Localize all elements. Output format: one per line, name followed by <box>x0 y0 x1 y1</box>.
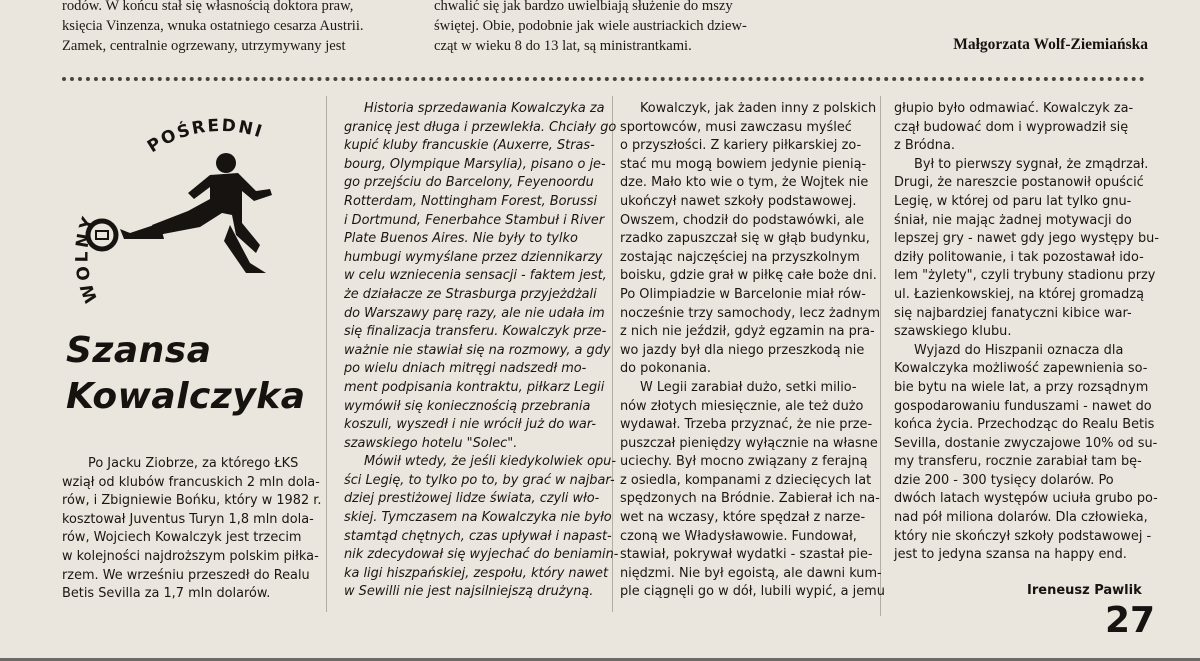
text-line: chwalić się jak bardzo uwielbiają służenie do mszy <box>434 0 733 14</box>
text-line: puszczał pieniędzy wyłącznie na własne <box>620 435 878 451</box>
text-line: się finalizacja transferu. Kowalczyk prze- <box>344 324 607 340</box>
text-line: Mówił wtedy, że jeśli kiedykolwiek opu- <box>364 454 616 470</box>
dotted-separator <box>62 77 1145 81</box>
column-divider <box>326 96 327 612</box>
text-line: Był to pierwszy sygnał, że zmądrzał. <box>914 156 1149 172</box>
text-line: Po Jacku Ziobrze, za którego ŁKS <box>88 456 299 471</box>
text-line: dze. Mało kto wie o tym, że Wojtek nie <box>620 175 869 191</box>
wolny-posredni-emblem <box>60 95 310 305</box>
text-line: do Warszawy parę razy, ale nie udała im <box>344 305 605 321</box>
article-author-signature: Ireneusz Pawlik <box>1027 583 1142 598</box>
headline-line: Szansa <box>66 330 212 371</box>
text-line: ści Legię, to tylko po to, by grać w najbar- <box>344 472 615 488</box>
text-line: kupić kluby francuskie (Auxerre, Stras- <box>344 138 595 154</box>
text-line: dwóch latach występów uciuła grubo po- <box>894 491 1158 507</box>
text-line: W Legii zarabiał dużo, setki milio- <box>640 379 857 395</box>
text-line: w Sewilli nie jest najsilniejszą drużyną. <box>344 584 594 600</box>
emblem-arc-text-left: WOLNY <box>72 212 103 305</box>
text-line: ple ciągnęli go w dół, lubili wypić, a jemu <box>620 584 885 600</box>
text-line: wet na wczasy, które spędzał z narze- <box>620 510 866 526</box>
text-line: rzem. We wrześniu przeszedł do Realu <box>62 567 310 583</box>
text-line: że działacze ze Strasburga przyjeżdżali <box>344 286 597 302</box>
text-line: bourg, Olympique Marsylia), pisano o je- <box>344 156 606 172</box>
text-line: szawskiego hotelu "Solec". <box>344 435 518 451</box>
text-line: kosztował Juventus Turyn 1,8 mln dola- <box>62 511 314 527</box>
text-line: jest to jedyna szansa na happy end. <box>894 547 1127 563</box>
text-line: rów, i Zbigniewie Bońku, który w 1982 r. <box>62 493 322 509</box>
text-line: rów, Wojciech Kowalczyk jest trzecim <box>62 530 302 546</box>
text-line: stawiał, pokrywał wydatki - szastał pie- <box>620 547 873 563</box>
text-line: Po Olimpiadzie w Barcelonie miał rów- <box>620 286 866 302</box>
text-line: dziły politowanie, i tak pozostawał ido- <box>894 249 1144 265</box>
text-line: wziął od klubów francuskich 2 mln dola- <box>62 474 320 490</box>
text-line: stać mu mogą bowiem jedynie pienią- <box>620 156 867 172</box>
text-line: Zamek, centralnie ogrzewany, utrzymywany jest <box>62 38 346 54</box>
text-line: czął budować dom i wyprowadził się <box>894 119 1129 135</box>
text-line: Kowalczyka możliwość zapewnienia so- <box>894 361 1148 377</box>
text-line: granicę jest długa i przewlekła. Chciały go <box>344 119 617 135</box>
text-line: głupio było odmawiać. Kowalczyk za- <box>894 101 1134 116</box>
text-line: ukończył nawet szkoły podstawowej. <box>620 193 857 209</box>
text-line: cząt w wieku 8 do 13 lat, są ministrantkami. <box>434 38 692 54</box>
top-author-signature: Małgorzata Wolf-Ziemiańska <box>953 36 1148 53</box>
emblem-arc-text-top: POŚREDNI <box>143 115 266 158</box>
text-line: uciechy. Był mocno związany z ferajną <box>620 454 868 470</box>
text-line: Betis Sevilla za 1,7 mln dolarów. <box>62 586 271 602</box>
text-line: lepszej gry - nawet gdy jego występy bu- <box>894 231 1159 247</box>
column-divider <box>880 96 881 616</box>
text-line: Legię, w której od paru lat tylko gnu- <box>894 193 1132 209</box>
text-line: i Dortmund, Fenerbahce Stambuł i River <box>344 212 605 228</box>
text-line: z Bródna. <box>894 138 955 154</box>
column-divider <box>612 96 613 612</box>
text-line: ment podpisania kontraktu, piłkarz Legii <box>344 379 605 395</box>
text-line: Wyjazd do Hiszpanii oznacza dla <box>914 342 1124 358</box>
text-line: śniał, nie mając żadnej motywacji do <box>894 212 1132 228</box>
text-line: rzadko zapuszczał się w głąb budynku, <box>620 231 870 247</box>
text-line: my transferu, rocznie zarabiał tam bę- <box>894 454 1142 470</box>
text-line: spędzonych na Bródnie. Zabierał ich na- <box>620 491 880 507</box>
text-line: stamtąd chętnych, czas upływał i napast- <box>344 528 612 544</box>
text-line: lem "żylety", czyli trybuny stadionu przy <box>894 268 1156 284</box>
text-line: wo jazdy był dla niego przeszkodą nie <box>620 342 865 358</box>
text-line: Sevilla, dostanie zwyczajowe 10% od su- <box>894 435 1158 451</box>
text-line: nad pół miliona dolarów. Dla człowieka, <box>894 510 1148 526</box>
article-headline <box>66 328 306 420</box>
text-line: skiej. Tymczasem na Kowalczyka nie było <box>344 510 612 526</box>
text-line: czoną we Władysławowie. Fundował, <box>620 528 857 544</box>
text-line: niędzmi. Nie był egoistą, ale dawni kum- <box>620 565 882 581</box>
text-line: o przyszłości. Z kariery piłkarskiej zo- <box>620 138 862 154</box>
top-column-1 <box>62 0 406 56</box>
text-line: boisku, gdzie grał w piłkę całe boże dni. <box>620 268 877 284</box>
text-line: księcia Vinzenza, wnuka ostatniego cesarza Austrii. <box>62 18 364 34</box>
text-line: ważnie nie stawiał się na rozmowy, a gdy <box>344 342 611 358</box>
lead-paragraph <box>62 455 322 604</box>
body-column-2 <box>344 100 619 602</box>
text-line: ul. Łazienkowskiej, na której gromadzą <box>894 286 1145 302</box>
text-line: nocześnie trzy samochody, lecz żadnym <box>620 305 881 321</box>
text-line: dzie 200 - 300 tysięcy dolarów. Po <box>894 472 1114 488</box>
text-line: sportowców, musi zawczasu myśleć <box>620 119 852 135</box>
text-line: w kolejności najdroższym polskim piłka- <box>62 548 319 564</box>
page-number: 27 <box>1105 600 1156 641</box>
text-line: który nie skończył szkoły podstawowej - <box>894 528 1152 544</box>
text-line: z nich nie jeździł, gdyż egzamin na pra- <box>620 324 875 340</box>
text-line: Kowalczyk, jak żaden inny z polskich <box>640 101 877 116</box>
text-line: w celu wzniecenia sensacji - faktem jest, <box>344 268 607 284</box>
text-line: szawskiego klubu. <box>894 324 1012 340</box>
text-line: końca życia. Przechodząc do Realu Betis <box>894 417 1155 433</box>
text-line: nik zdecydował się wyjechać do beniamin- <box>344 547 619 563</box>
headline-line: Kowalczyka <box>66 376 306 417</box>
text-line: zostając najczęściej na przyszkolnym <box>620 249 860 265</box>
text-line: Drugi, że nareszcie postanowił opuścić <box>894 175 1144 191</box>
top-column-2 <box>434 0 774 56</box>
text-line: Historia sprzedawania Kowalczyka za <box>364 101 605 116</box>
text-line: ka ligi hiszpańskiej, zespołu, który nawet <box>344 565 609 581</box>
text-line: rodów. W końcu stał się własnością doktora praw, <box>62 0 354 14</box>
text-line: z osiedla, kompanami z dziecięcych lat <box>620 472 872 488</box>
text-line: dziej prestiżowej lidze świata, czyli wło- <box>344 491 600 507</box>
text-line: koszuli, wyszedł i nie wrócił już do war- <box>344 417 597 433</box>
text-line: bie bytu na wiele lat, a przy rozsądnym <box>894 379 1149 395</box>
text-line: Owszem, chodził do podstawówki, ale <box>620 212 865 228</box>
text-line: Rotterdam, Nottingham Forest, Borussi <box>344 193 598 209</box>
text-line: po wielu dniach mitręgi nadszedł mo- <box>344 361 587 377</box>
text-line: Plate Buenos Aires. Nie były to tylko <box>344 231 578 247</box>
body-column-4 <box>894 100 1159 565</box>
text-line: humbugi wymyślane przez dziennikarzy <box>344 249 603 265</box>
text-line: się najbardziej fanatyczni kibice war- <box>894 305 1132 321</box>
text-line: świętej. Obie, podobnie jak wiele austriackich dziew- <box>434 18 747 34</box>
text-line: gospodarowaniu funduszami - nawet do <box>894 398 1152 414</box>
text-line: wydawał. Trzeba przyznać, że nie prze- <box>620 417 873 433</box>
body-column-3 <box>620 100 885 602</box>
text-line: nów złotych miesięcznie, ale też dużo <box>620 398 864 414</box>
footballer-silhouette-icon <box>120 153 272 273</box>
text-line: wymówił się koniecznością przebrania <box>344 398 591 414</box>
text-line: do pokonania. <box>620 361 711 377</box>
text-line: go przejściu do Barcelony, Feyenoordu <box>344 175 594 191</box>
